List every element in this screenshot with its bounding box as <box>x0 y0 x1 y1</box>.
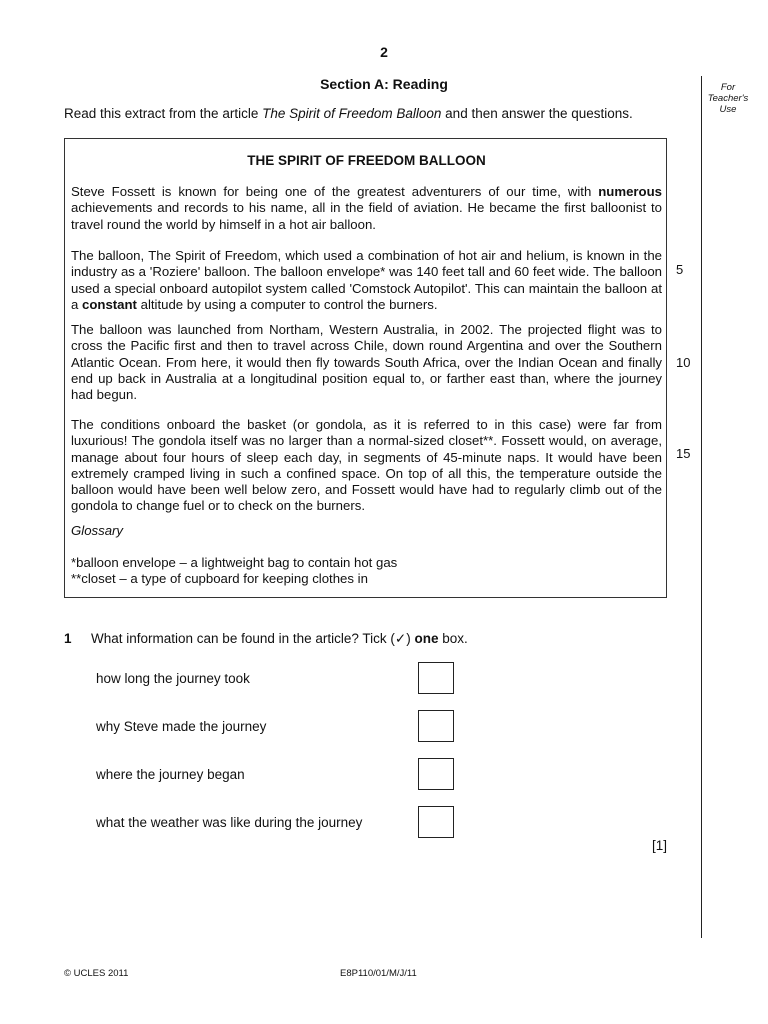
article-title: The Spirit of Freedom Balloon <box>262 106 442 121</box>
answer-option-label: how long the journey took <box>96 671 250 686</box>
line-number: 15 <box>676 446 691 461</box>
passage-paragraph-4: The conditions onboard the basket (or gondola, as it is referred to in this case) were far from luxurious! The gondola itself was no larger than a normal-sized closet**. Fossett would, on average, manage about four hours of sleep each day, in segments of 45-minute naps. It would have been extremely cramped living in such a confined space. On top of all this, the temperature outside the balloon would have been well below zero, and Fossett would have had to regularly climb out of the gondola to change fuel or to check on the burners. <box>71 417 662 514</box>
question-text-before: What information can be found in the article? Tick (✓) <box>91 631 415 646</box>
answer-option-label: what the weather was like during the journey <box>96 815 363 830</box>
passage-paragraph-1 <box>71 184 662 233</box>
teacher-margin-line <box>701 76 702 938</box>
paragraph-1-text-b: achievements and records to his name, all in the field of aviation. He became the first balloonist to travel round the world by himself in a hot air balloon. <box>71 200 662 232</box>
teacher-use-line-1: For <box>720 82 736 93</box>
answer-checkbox-journey-length[interactable] <box>418 662 454 694</box>
answer-option-label: why Steve made the journey <box>96 719 267 734</box>
question-text <box>91 631 468 647</box>
teacher-use-line-2: Teacher's <box>707 93 749 104</box>
teacher-use-label <box>702 82 754 115</box>
answer-option-label: where the journey began <box>96 767 245 782</box>
glossary-entry: *balloon envelope – a lightweight bag to contain hot gas <box>71 555 398 570</box>
instructions-after: and then answer the questions. <box>441 106 633 121</box>
question-emphasis: one <box>414 631 439 646</box>
instructions-before: Read this extract from the article <box>64 106 263 121</box>
glossary-entry: **closet – a type of cupboard for keeping clothes in <box>71 571 368 586</box>
line-number: 10 <box>676 355 691 370</box>
passage-paragraph-2 <box>71 248 662 313</box>
line-number: 5 <box>676 262 684 277</box>
section-title: Section A: Reading <box>320 76 448 92</box>
paragraph-1-text-a: Steve Fossett is known for being one of the greatest adventurers of our time, with <box>71 184 599 199</box>
keyword-constant: constant <box>82 296 137 312</box>
question-number: 1 <box>64 631 72 646</box>
footer-copyright: © UCLES 2011 <box>64 968 129 979</box>
answer-checkbox-weather[interactable] <box>418 806 454 838</box>
reading-passage <box>64 138 667 598</box>
answer-checkbox-reason[interactable] <box>418 710 454 742</box>
footer-paper-code: E8P110/01/M/J/11 <box>340 968 417 979</box>
answer-checkbox-start-location[interactable] <box>418 758 454 790</box>
question-marks: [1] <box>652 838 668 853</box>
passage-paragraph-3: The balloon was launched from Northam, Western Australia, in 2002. The projected flight was to cross the Pacific first and then to travel across Chile, down round Argentina and over the Southern Atlantic Ocean. From here, it would then fly towards South Africa, over the Indian Ocean and finally end up back in Australia at a longitudinal position equal to, or farther east than, where the journey had begun. <box>71 322 662 403</box>
teacher-use-line-3: Use <box>719 104 737 115</box>
keyword-numerous: numerous <box>598 184 662 199</box>
paragraph-2-text-b: altitude by using a computer to control the burners. <box>136 296 438 312</box>
page-number: 2 <box>380 44 388 60</box>
question-text-after: box. <box>438 631 468 646</box>
paragraph-2-text-a: The balloon, The Spirit of Freedom, which used a combination of hot air and helium, is known in the industry as a 'Roziere' balloon. The balloon envelope* was 140 feet tall and 60 feet wide. The balloon used a special onboard autopilot system called 'Comstock Autopilot'. This can maintain the balloon at a <box>71 248 662 312</box>
passage-title: THE SPIRIT OF FREEDOM BALLOON <box>247 153 486 168</box>
glossary-heading: Glossary <box>71 523 124 538</box>
instructions <box>64 106 633 121</box>
